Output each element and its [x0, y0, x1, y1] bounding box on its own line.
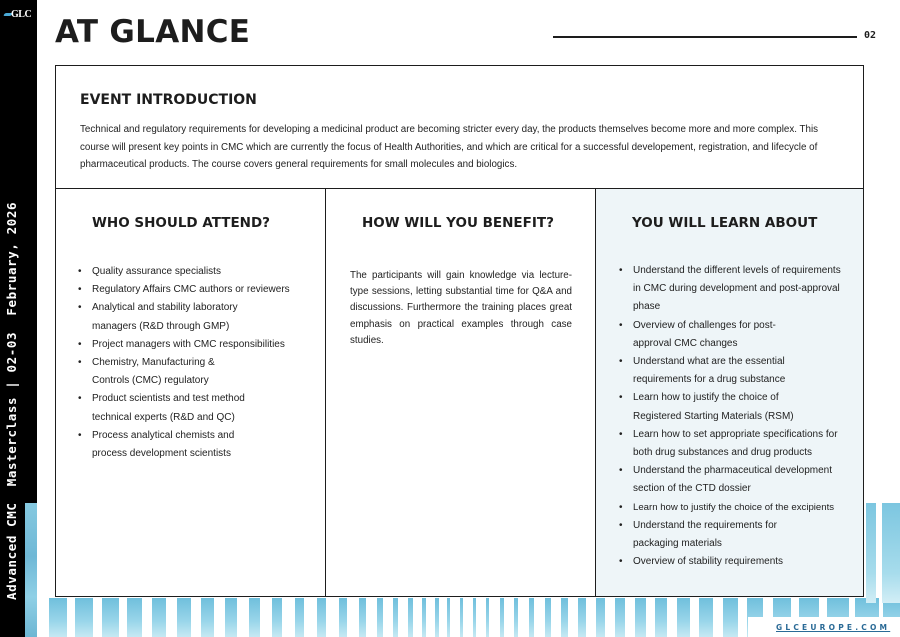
learn-list [619, 262, 858, 571]
logo-text: GLC [11, 9, 32, 20]
stripe [393, 598, 398, 637]
stripe [655, 598, 667, 637]
bullet-icon: • [78, 429, 82, 441]
list-item: • Product scientists and test method technical experts (R&D and QC) [92, 390, 272, 426]
stripe [578, 598, 586, 637]
who-should-attend-column [56, 189, 326, 596]
stripe [408, 598, 413, 637]
stripe [152, 598, 166, 637]
stripe [561, 598, 568, 637]
stripe [359, 598, 366, 637]
content-box [55, 65, 864, 597]
stripe [486, 598, 489, 637]
stripe [127, 598, 142, 637]
stripe [545, 598, 551, 637]
stripe [317, 598, 326, 637]
benefit-heading: HOW WILL YOU BENEFIT? [362, 215, 554, 231]
list-item: • Process analytical chemists and process development scientists [92, 427, 267, 463]
stripe [49, 598, 67, 637]
page-number: 02 [864, 30, 877, 41]
stripe [295, 598, 304, 637]
stripe [596, 598, 605, 637]
stripe [447, 598, 450, 637]
event-introduction-section [56, 66, 863, 189]
intro-heading: EVENT INTRODUCTION [80, 92, 257, 108]
bullet-icon: • [619, 356, 623, 368]
list-item: • Learn how to set appropriate specifications for both drug substances and drug products [633, 426, 858, 462]
stripe [249, 598, 260, 637]
bullet-icon: • [619, 265, 623, 276]
event-vertical-label: Advanced CMC Masterclass | 02-03 February, 2026 [4, 201, 19, 600]
list-item: • Understand what are the essential requirements for a drug substance [633, 353, 818, 389]
stripe [615, 598, 625, 637]
sidebar [0, 0, 37, 637]
bullet-icon: • [78, 393, 82, 405]
stripe [500, 598, 504, 637]
stripe [75, 598, 93, 637]
list-item: • Understand the different levels of requirements in CMC during development and post-approval phase [633, 262, 848, 317]
bullet-icon: • [619, 556, 623, 568]
stripe [177, 598, 191, 637]
bullet-icon: • [619, 319, 623, 331]
intro-body: Technical and regulatory requirements for developing a medicinal product are becoming stricter every day, the products themselves become more and more complex. This course will present key points in CMC which are currently the focus of Health Authorities, and which are critical for a successful developement, registration, and lifecycle of pharmaceutical products. The course covers general requirements for small molecules and biologics. [80, 124, 819, 170]
bullet-icon: • [78, 266, 82, 277]
stripe [473, 598, 476, 637]
bullet-icon: • [619, 501, 623, 513]
you-will-learn-about-column [596, 189, 863, 596]
stripe [514, 598, 518, 637]
list-item: • Regulatory Affairs CMC authors or reviewers [92, 281, 320, 299]
list-item: • Quality assurance specialists [92, 263, 320, 281]
bullet-icon: • [619, 428, 623, 440]
list-item: • Analytical and stability laboratory managers (R&D through GMP) [92, 299, 267, 335]
header-rule [553, 36, 857, 38]
learn-heading: YOU WILL LEARN ABOUT [632, 215, 818, 231]
list-item: • Learn how to justify the choice of the excipients [633, 499, 858, 517]
website-link[interactable]: GLCEUROPE.COM [776, 623, 891, 632]
stripe [102, 598, 119, 637]
stripe [723, 598, 738, 637]
right-stripe [882, 503, 900, 603]
stripe [460, 598, 463, 637]
bullet-icon: • [619, 392, 623, 404]
glc-logo [4, 8, 34, 22]
bullet-icon: • [78, 284, 82, 296]
right-stripe [866, 503, 876, 603]
attend-list [78, 263, 320, 463]
stripe [699, 598, 713, 637]
stripe [422, 598, 426, 637]
stripe [529, 598, 534, 637]
stripe [201, 598, 214, 637]
attend-heading: WHO SHOULD ATTEND? [92, 215, 271, 231]
sidebar-blue-strip [25, 503, 37, 637]
stripe [339, 598, 347, 637]
stripe [225, 598, 237, 637]
list-item: • Understand the requirements for packaging materials [633, 517, 783, 553]
benefit-body: The participants will gain knowledge via lecture-type sessions, letting substantial time for Q&A and discussions. Furthermore the training places great emphasis on practical examples through case studies. [350, 270, 572, 346]
list-item: • Learn how to justify the choice of Registered Starting Materials (RSM) [633, 389, 823, 425]
how-will-you-benefit-column [326, 189, 596, 596]
bullet-icon: • [78, 302, 82, 314]
bullet-icon: • [619, 465, 623, 477]
bullet-icon: • [78, 338, 82, 350]
list-item: • Chemistry, Manufacturing & Controls (CMC) regulatory [92, 354, 242, 390]
list-item: • Overview of challenges for post-approval CMC changes [633, 317, 783, 353]
stripe [377, 598, 383, 637]
stripe [677, 598, 690, 637]
bullet-icon: • [78, 357, 82, 369]
list-item: • Overview of stability requirements [633, 553, 858, 571]
page-title: AT GLANCE [55, 14, 251, 50]
stripe [272, 598, 282, 637]
list-item: • Project managers with CMC responsibilities [92, 336, 320, 354]
stripe [635, 598, 646, 637]
bullet-icon: • [619, 519, 623, 531]
list-item: • Understand the pharmaceutical development section of the CTD dossier [633, 462, 843, 498]
stripe [435, 598, 439, 637]
